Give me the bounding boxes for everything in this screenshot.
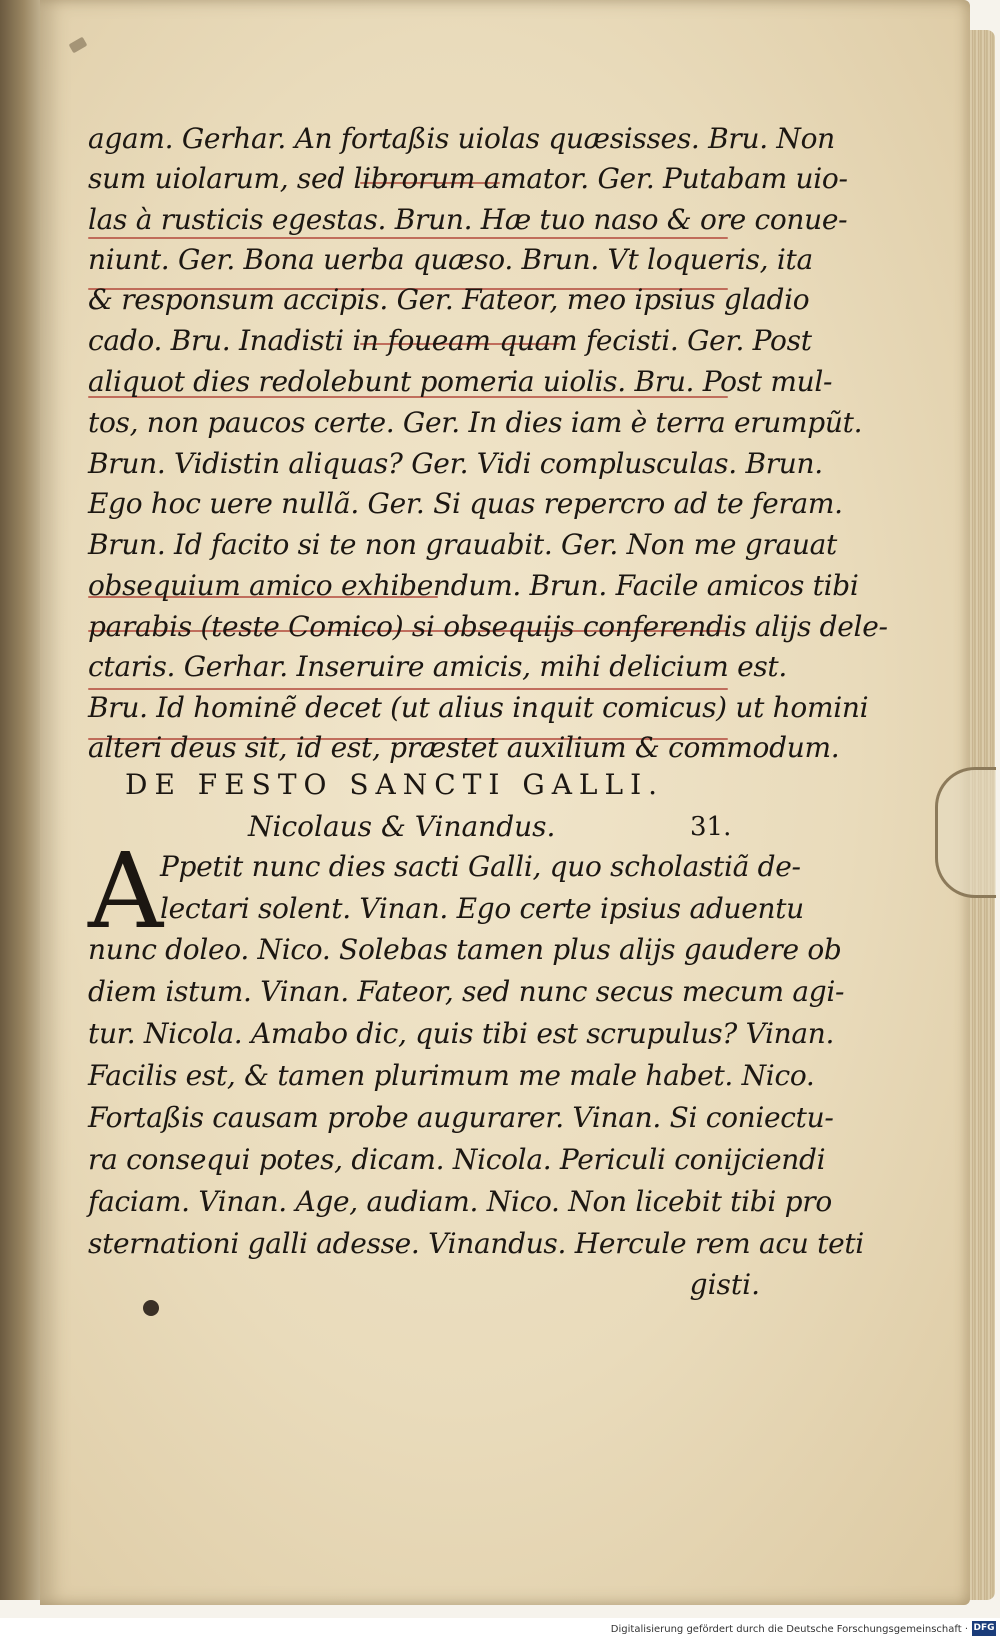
text-line: Fortaßis causam probe augurarer. Vinan. Si coniectu- [88,1101,834,1134]
text-line: cado. Bru. Inadisti in foueam quam fecisti. Ger. Post [88,324,812,357]
drop-cap: A [88,830,164,952]
text-line: Facilis est, & tamen plurimum me male habet. Nico. [88,1059,815,1092]
funding-notice: Digitalisierung gefördert durch die Deutsche Forschungsgemeinschaft · [610,1624,968,1635]
text-line: alteri deus sit, id est, præstet auxilium & commodum. [88,731,840,764]
book-clasp [935,767,996,898]
text-line: agam. Gerhar. An fortaßis uiolas quæsisses. Bru. Non [88,122,835,155]
text-line: Ppetit nunc dies sacti Galli, quo scholastiã de- [160,850,801,883]
dfg-logo: DFG [972,1621,996,1636]
text-line: Ego hoc uere nullã. Ger. Si quas repercro ad te feram. [88,487,843,520]
text-line: nunc doleo. Nico. Solebas tamen plus alijs gaudere ob [88,933,842,966]
text-line: tos, non paucos certe. Ger. In dies iam è terra erumpũt. [88,406,863,439]
text-line: Bru. Id hominẽ decet (ut alius inquit comicus) ut homini [88,691,869,724]
text-line: lectari solent. Vinan. Ego certe ipsius aduentu [160,892,804,925]
text-line: diem istum. Vinan. Fateor, sed nunc secus mecum agi- [88,975,845,1008]
text-line: tur. Nicola. Amabo dic, quis tibi est scrupulus? Vinan. [88,1017,835,1050]
speakers-line: Nicolaus & Vinandus. [248,810,556,843]
text-line: parabis (teste Comico) si obsequijs conferendis alijs dele- [88,610,888,643]
text-line: las à rusticis egestas. Brun. Hæ tuo naso & ore conue- [88,203,848,236]
text-line: Brun. Id facito si te non grauabit. Ger. Non me grauat [88,528,837,561]
text-line: obsequium amico exhibendum. Brun. Facile amicos tibi [88,569,859,602]
text-line: sternationi galli adesse. Vinandus. Hercule rem acu teti [88,1227,864,1260]
catchword: gisti. [689,1268,760,1301]
text-line: faciam. Vinan. Age, audiam. Nico. Non licebit tibi pro [88,1185,832,1218]
text-line: & responsum accipis. Ger. Fateor, meo ipsius gladio [88,283,810,316]
text-line: ctaris. Gerhar. Inseruire amicis, mihi delicium est. [88,650,787,683]
footer-bar [0,1618,1000,1641]
text-line: sum uiolarum, sed librorum amator. Ger. Putabam uio- [88,162,848,195]
text-line: aliquot dies redolebunt pomeria uiolis. Bru. Post mul- [88,365,833,398]
text-line: Brun. Vidistin aliquas? Ger. Vidi complusculas. Brun. [88,447,823,480]
section-number: 31. [690,812,732,842]
ink-blot [143,1300,159,1316]
section-heading: DE FESTO SANCTI GALLI. [125,768,665,801]
text-line: ra consequi potes, dicam. Nicola. Periculi conijciendi [88,1143,826,1176]
text-line: niunt. Ger. Bona uerba quæso. Brun. Vt loqueris, ita [88,243,813,276]
